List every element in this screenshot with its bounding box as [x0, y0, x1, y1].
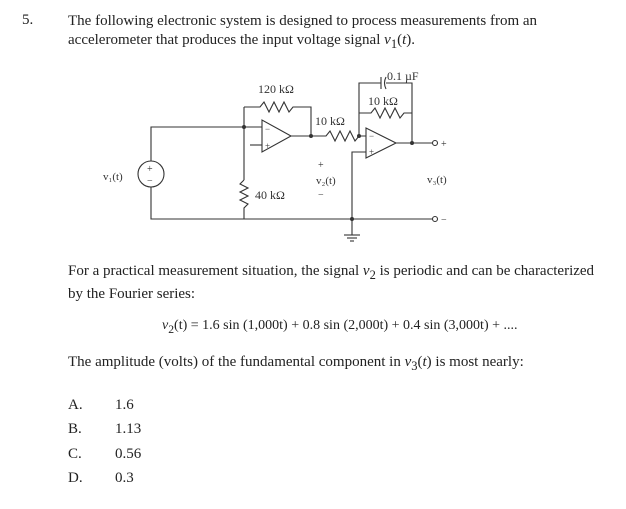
- capacitor-plate-2: [385, 77, 387, 89]
- choice-b-value[interactable]: 1.13: [115, 421, 142, 437]
- fourier-equation: $v_2(t) = 1.6$ sin (1,000t) + 0.8 sin (2,000t) + 0.4 sin (3,000t) + ....: [162, 318, 518, 336]
- source-label: v₁(t): [103, 171, 123, 183]
- source-minus: −: [147, 176, 153, 187]
- r3-label: 10 kΩ: [315, 114, 345, 128]
- wire-top-left: [151, 127, 244, 161]
- source-plus: +: [147, 164, 153, 175]
- choice-c-value[interactable]: 0.56: [115, 446, 142, 462]
- choice-c-letter: C.: [68, 446, 82, 462]
- resistor-10k-fb: [359, 108, 412, 118]
- output-terminal-plus: [433, 141, 438, 146]
- r4-label: 10 kΩ: [368, 94, 398, 108]
- r2-label: 40 kΩ: [255, 188, 285, 202]
- choice-a-value[interactable]: 1.6: [115, 397, 134, 413]
- v3-label: v₃(t): [427, 174, 447, 186]
- question-stem: The following electronic system is designed to process measurements from an accelerometer that produces the input voltage signal $v_1(t)$.: [68, 13, 538, 51]
- v2-plus: +: [318, 160, 324, 171]
- v2-label: v₂(t): [316, 175, 336, 187]
- choice-b-letter: B.: [68, 421, 82, 437]
- v3-minus: −: [441, 215, 447, 226]
- node-2: [309, 134, 313, 138]
- fourier-intro: For a practical measurement situation, the signal $v_2$ is periodic and can be characterized by the Fourier series:: [68, 263, 595, 302]
- resistor-40k: [240, 180, 248, 219]
- v2-minus: −: [318, 190, 324, 201]
- choice-d-letter: D.: [68, 470, 83, 486]
- opamp2-plus: +: [369, 147, 375, 157]
- question-number: 5.: [22, 12, 34, 28]
- opamp2-minus: −: [369, 131, 375, 141]
- r1-label: 120 kΩ: [258, 82, 294, 96]
- v3-plus: +: [441, 139, 447, 150]
- c1-label: 0.1 µF: [387, 69, 419, 83]
- choice-d-value[interactable]: 0.3: [115, 470, 134, 486]
- resistor-120k: [244, 102, 311, 136]
- question-prompt: The amplitude (volts) of the fundamental component in $v_3(t)$ is most nearly:: [68, 354, 524, 373]
- opamp1-minus: −: [265, 124, 271, 134]
- opamp1-plus: +: [265, 141, 271, 151]
- node-4: [357, 134, 361, 138]
- opamp2-noninv: [352, 152, 366, 235]
- output-terminal-minus: [433, 217, 438, 222]
- node-5: [410, 141, 414, 145]
- choice-a-letter: A.: [68, 397, 83, 413]
